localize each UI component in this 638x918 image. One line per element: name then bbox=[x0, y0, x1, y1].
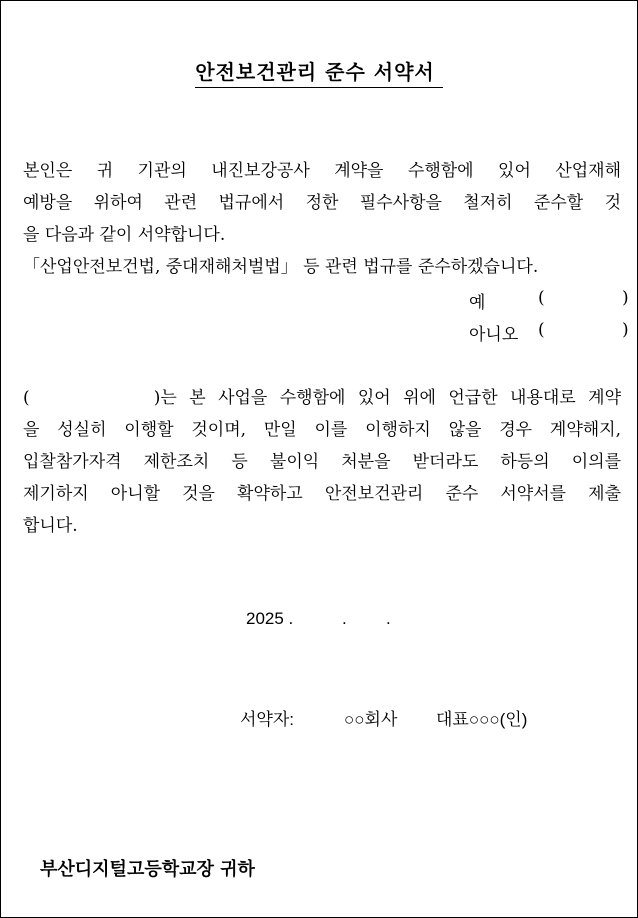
signer-label: 서약자: bbox=[240, 710, 294, 729]
date-day-dot: . bbox=[386, 609, 391, 628]
date-month-dot: . bbox=[342, 609, 347, 628]
consent-no-close-paren: ) bbox=[622, 320, 629, 340]
paragraph-1-line-3: 을 다음과 같이 서약합니다. bbox=[23, 225, 226, 245]
consent-yes-close-paren: ) bbox=[622, 288, 629, 308]
signer-representative: 대표○○○(인) bbox=[436, 710, 528, 729]
document-title bbox=[0, 56, 638, 88]
paragraph-1-line-4: 「산업안전보건법, 중대재해처벌법」 등 관련 법규를 준수하겠습니다. bbox=[23, 257, 539, 277]
date-year: 2025 . bbox=[246, 609, 294, 628]
signer-company: ○○회사 bbox=[344, 710, 398, 729]
consent-yes-label: 예 bbox=[469, 293, 486, 313]
consent-no-open-paren: ( bbox=[538, 320, 545, 340]
paragraph-2-line-3: 입찰참가자격 제한조치 등 불이익 처분을 받더라도 하등의 이의를 bbox=[23, 452, 621, 472]
consent-no-label: 아니오 bbox=[469, 325, 519, 345]
paragraph-2-line-4: 제기하지 아니할 것을 확약하고 안전보건관리 준수 서약서를 제출 bbox=[23, 484, 621, 504]
paragraph-1-line-2: 예방을 위하여 관련 법규에서 정한 필수사항을 철저히 준수할 것 bbox=[23, 193, 621, 213]
consent-yes-open-paren: ( bbox=[538, 288, 545, 308]
pledge-paragraph-1 bbox=[23, 155, 621, 283]
paragraph-2-line-2: 을 성실히 이행할 것이며, 만일 이를 이행하지 않을 경우 계약해지, bbox=[23, 420, 621, 440]
document-title-text: 안전보건관리 준수 서약서 bbox=[195, 56, 442, 88]
paragraph-2-line-1: ( )는 본 사업을 수행함에 있어 위에 언급한 내용대로 계약 bbox=[23, 388, 621, 408]
paragraph-2-line-5: 합니다. bbox=[23, 516, 78, 536]
pledge-paragraph-2 bbox=[23, 382, 621, 542]
paragraph-1-line-1: 본인은 귀 기관의 내진보강공사 계약을 수행함에 있어 산업재해 bbox=[23, 161, 621, 181]
recipient-line: 부산디지털고등학교장 귀하 bbox=[40, 859, 255, 880]
